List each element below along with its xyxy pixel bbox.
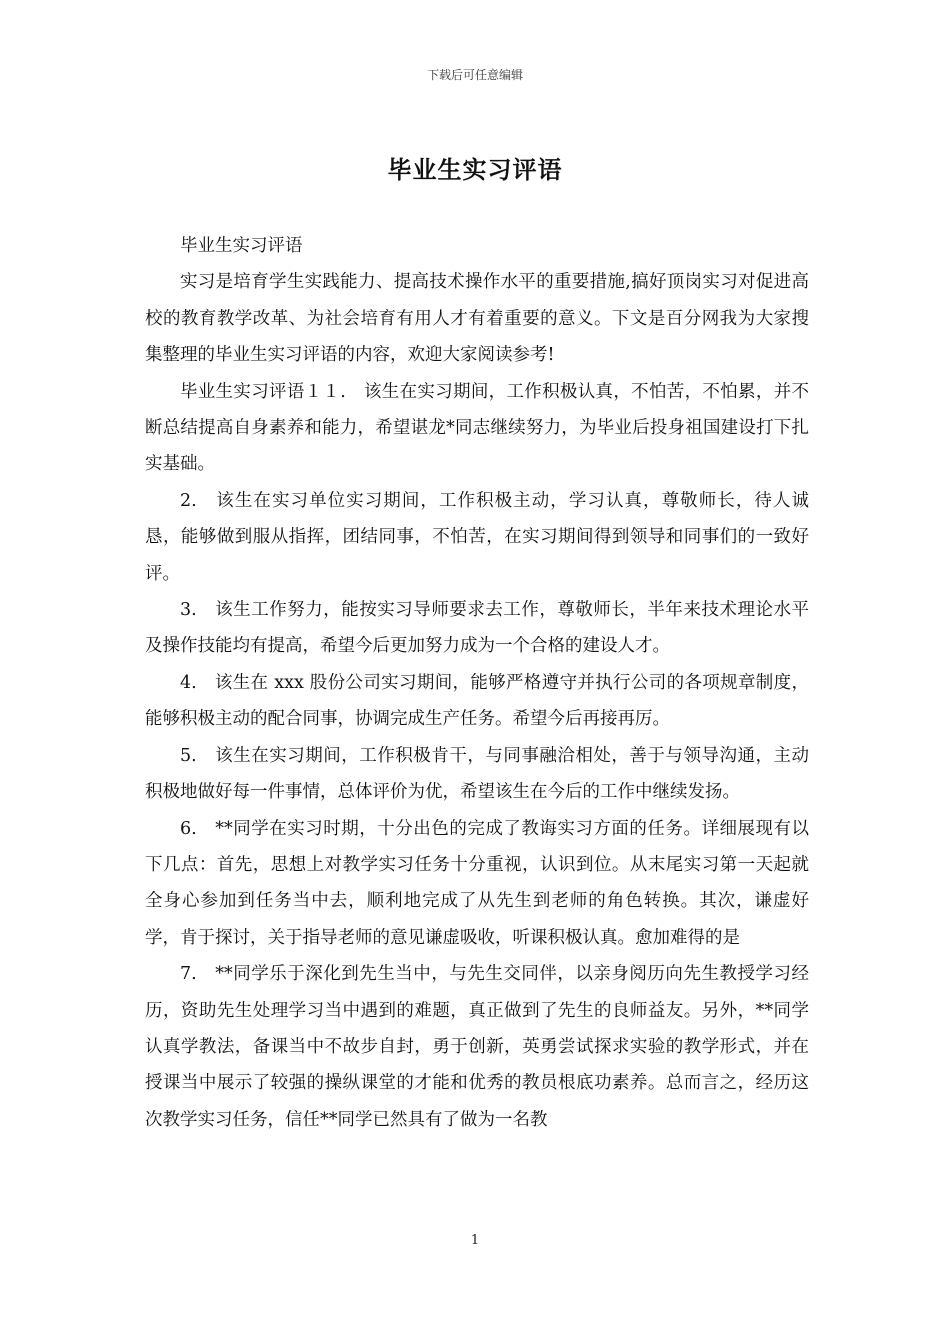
paragraph-item-3: 3. 该生工作努力，能按实习导师要求去工作，尊敬师长，半年来技术理论水平及操作技能均有提高，希望今后更加努力成为一个合格的建设人才。 bbox=[145, 600, 809, 657]
paragraph-item-1: 毕业生实习评语１１. 该生在实习期间，工作积极认真，不怕苦，不怕累，并不断总结提高自身素养和能力，希望谌龙*同志继续努力，为毕业后投身祖国建设打下扎实基础。 bbox=[145, 381, 809, 475]
paragraph-subtitle: 毕业生实习评语 bbox=[180, 236, 303, 256]
paragraph-item-5: 5. 该生在实习期间，工作积极肯干，与同事融洽相处，善于与领导沟通，主动积极地做好每一件事情，总体评价为优，希望该生在今后的工作中继续发扬。 bbox=[145, 745, 809, 803]
paragraph-item-2: 2. 该生在实习单位实习期间，工作积极主动，学习认真，尊敬师长，待人诚恳，能够做到服从指挥，团结同事，不怕苦，在实习期间得到领导和同事们的一致好评。 bbox=[145, 490, 809, 584]
document-title: 毕业生实习评语 bbox=[387, 155, 563, 184]
paragraph-item-7: 7. **同学乐于深化到先生当中，与先生交同伴，以亲身阅历向先生教授学习经历，资助先生处理学习当中遇到的难题，真正做到了先生的良师益友。另外，**同学认真学教法，备课当中不故步自封，勇于创新，英勇尝试探求实验的教学形式，并在授课当中展示了较强的操纵课堂的才能和优秀的教员根底功素养。总而言之，经历这次教学实习任务，信任**同学已然具有了做为一名教 bbox=[145, 964, 809, 1130]
paragraph-item-4: 4. 该生在 xxx 股份公司实习期间，能够严格遵守并执行公司的各项规章制度，能够积极主动的配合同事，协调完成生产任务。希望今后再接再厉。 bbox=[145, 672, 809, 730]
document-body bbox=[145, 228, 809, 1138]
page-number: 1 bbox=[470, 1233, 480, 1248]
paragraph-item-6: 6. **同学在实习时期，十分出色的完成了教诲实习方面的任务。详细展现有以下几点：首先，思想上对教学实习任务十分重视，认识到位。从末尾实习第一天起就全身心参加到任务当中去，顺利地完成了从先生到老师的角色转换。其次，谦虚好学，肯于探讨，关于指导老师的意见谦虚吸收，听课积极认真。愈加难得的是 bbox=[145, 818, 809, 948]
paragraph-intro: 实习是培育学生实践能力、提高技术操作水平的重要措施,搞好顶岗实习对促进高校的教育教学改革、为社会培育有用人才有着重要的意义。下文是百分网我为大家搜集整理的毕业生实习评语的内容，欢迎大家阅读参考! bbox=[145, 272, 809, 366]
page-header: 下载后可任意编辑 bbox=[426, 68, 523, 82]
